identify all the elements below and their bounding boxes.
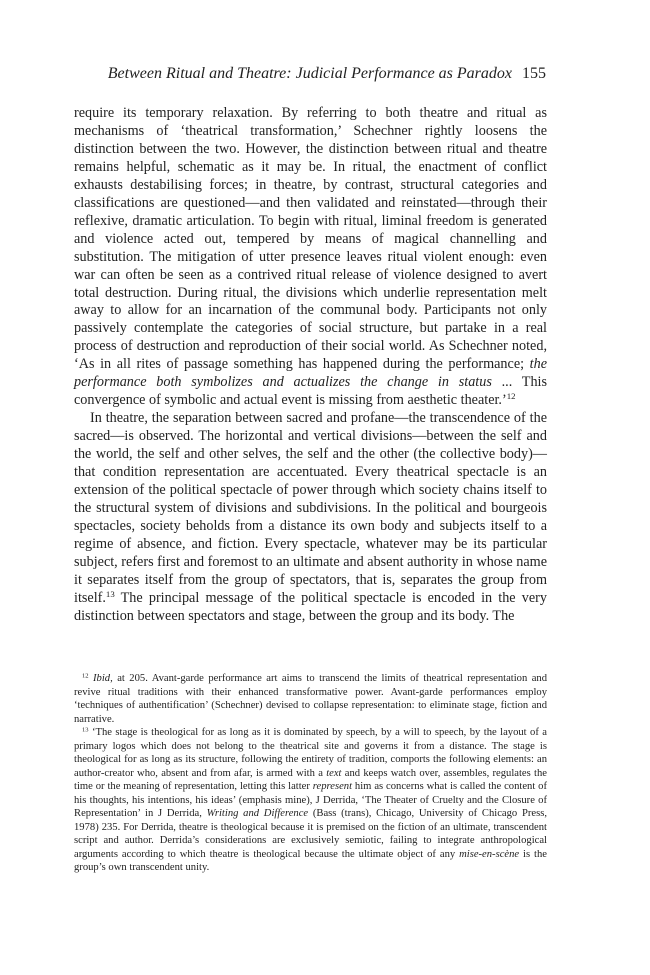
running-head-title: Between Ritual and Theatre: Judicial Performance as Paradox <box>107 65 512 82</box>
footnote-13-book-title: Writing and Difference <box>206 808 309 819</box>
footnote-13-represent-italic: represent <box>312 781 353 792</box>
footnote-13-text-italic: text <box>326 767 342 779</box>
footnote-ref-13: 13 <box>105 588 115 599</box>
footnote-13-text-c: him as concerns what is called the content of his thoughts, his intentions, his ideas’ (emphasis mine), J Derrida, ‘The Theater of Cruelty and the Closure of Representation’ in J Derrida, <box>74 781 547 819</box>
footnote-13-text-b: and keeps watch over, assembles, regulates the time or the meaning of representation, letting this latter <box>74 767 547 792</box>
paragraph-1-text-a: require its temporary relaxation. By referring to both theatre and ritual as mechanisms of ‘theatrical transformation,’ Schechner rightly loosens the distinction between the two. However, the distinction between ritual and theatre remains helpful, schematic as it may be. In ritual, the enactment of conflict exhausts destabilising forces; in theatre, by contrast, structural categories and classifications are questioned—and then validated and reinstated—through their reflexive, dramatic articulation. To begin with ritual, liminal freedom is generated and violence acted out, tempered by means of magical channelling and substitution. The mitigation of utter presence leaves ritual violent enough: even war can often be seen as a contrived ritual release of violence designed to avert total destruction. During ritual, the divisions which underlie representation melt away to allow for an incarnation of the communal body. Participants not only passively contemplate the categories of social structure, but partake in a real process of destruction and reproduction of their social world. As Schechner noted, ‘As in all rites of passage something has happened during the performance; <box>74 105 547 373</box>
footnote-12-mark: 12 <box>82 672 89 680</box>
footnote-ref-12: 12 <box>506 391 516 402</box>
footnote-13-text-e: is the group’s own transcendent unity. <box>74 848 547 873</box>
paragraph-2-text-a: In theatre, the separation between sacred and profane—the transcendence of the sacred—is observed. The horizontal and vertical divisions—between the self and the world, the self and other selves, the self and the other (the collective body)—that condition representation are accentuated. Every theatrical spectacle is an extension of the political spectacle of power through which society chains itself to the structural system of divisions and subdivisions. In the political and bourgeois spectacles, society beholds from a distance its own body and subjects itself to a regime of absence, and fiction. Every spectacle, whatever may be its particular subject, refers first and foremost to an ultimate and absent authority in whose name it separates itself from the group of spectators, that is, separates the group from itself. <box>74 410 547 606</box>
paragraph-2-text-b: The principal message of the political spectacle is encoded in the very distinction between spectators and stage, between the group and its body. The <box>74 589 547 624</box>
footnote-13-text-a: ‘The stage is theological for as long as it is dominated by speech, by a will to speech, by the layout of a primary logos which does not belong to the theatrical site and governs it from a distance. The stage is theological for as long as its structure, following the entirety of tradition, comports the following elements: an author-creator who, absent and from afar, is armed with a <box>74 727 547 779</box>
footnotes <box>74 672 547 875</box>
footnote-12-text: at 205. Avant-garde performance art aims to transcend the limits of theatrical representation and revive ritual traditions with their enhanced transformative power. Avant-garde performances employ ‘techniques of authentification’ (Schechner) devised to collapse representation: to eliminate stage, fiction and narrative. <box>74 673 547 725</box>
quote-emphasis: the performance both symbolizes and actualizes the change in status <box>74 356 547 391</box>
footnote-12 <box>74 672 547 726</box>
paragraph-1 <box>74 105 547 410</box>
footnote-13-mark: 13 <box>82 726 89 734</box>
footnote-13-mise-en-scene: mise-en-scène <box>459 848 520 860</box>
main-text <box>74 105 547 626</box>
footnote-13-text-d: (Bass (trans), Chicago, University of Chicago Press, 1978) 235. For Derrida, theatre is theological because it is premised on the fiction of an ultimate, transcendent script and author. Derrida’s considerations are exclusively semiotic, failing to integrate anthropological arguments according to which theatre is theological because the ultimate object of any <box>74 808 547 860</box>
footnote-12-ibid: Ibid, <box>93 673 113 684</box>
running-head <box>72 64 546 84</box>
page-number: 155 <box>522 65 546 82</box>
paragraph-1-text-b: ... This convergence of symbolic and actual event is missing from aesthetic theater.’ <box>74 374 547 409</box>
footnote-13 <box>74 726 547 875</box>
paragraph-2 <box>74 410 547 625</box>
